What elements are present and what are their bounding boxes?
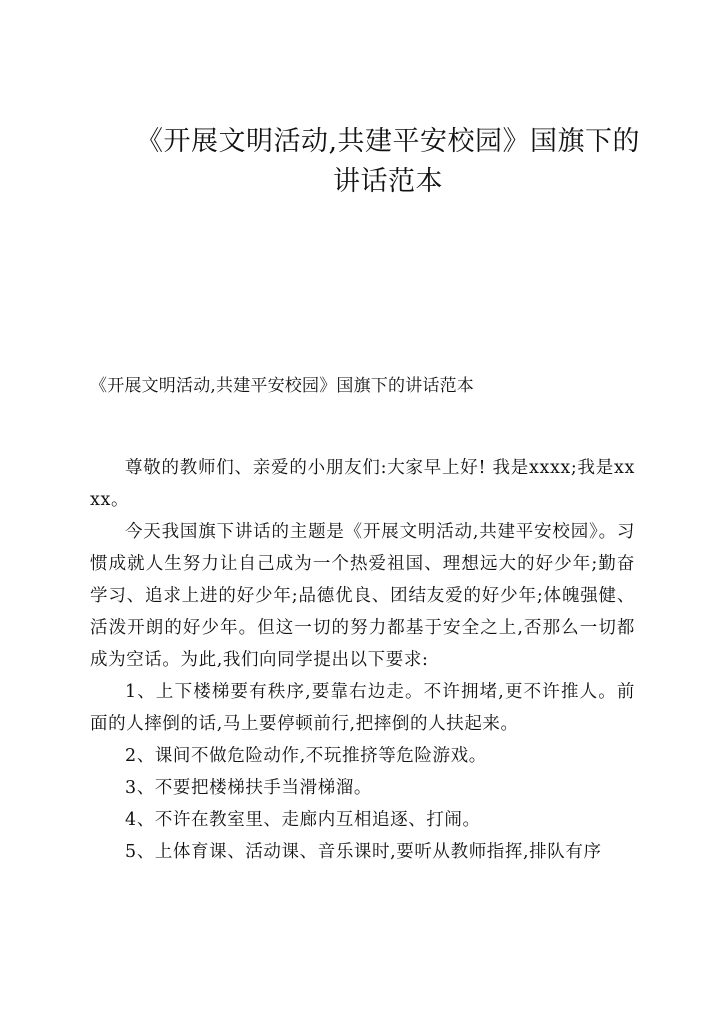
- paragraph-rule-1: 1、上下楼梯要有秩序,要靠右边走。不许拥堵,更不许推人。前面的人摔倒的话,马上要停顿前行,把摔倒的人扶起来。: [90, 682, 635, 734]
- paragraph-rule-5: 5、上体育课、活动课、音乐课时,要听从教师指挥,排队有序: [125, 842, 602, 862]
- paragraph-theme: 今天我国旗下讲话的主题是《开展文明活动,共建平安校园》。习惯成就人生努力让自己成为一个热爱祖国、理想远大的好少年;勤奋学习、追求上进的好少年;品德优良、团结友爱的好少年;体魄强健、活泼开朗的好少年。但这一切的努力都基于安全之上,否那么一切都成为空话。为此,我们向同学提出以下要求:: [90, 522, 635, 670]
- title-line-1: 《开展文明活动,共建平安校园》国旗下的: [135, 126, 641, 157]
- paragraph-rule-4: 4、不许在教室里、走廊内互相追逐、打闹。: [125, 810, 481, 830]
- document-title: [118, 122, 658, 202]
- paragraph-rule-2: 2、课间不做危险动作,不玩推挤等危险游戏。: [125, 746, 487, 766]
- document-subtitle: 《开展文明活动,共建平安校园》国旗下的讲话范本: [90, 376, 475, 396]
- document-body: [90, 452, 635, 868]
- title-line-2: 讲话范本: [333, 166, 443, 197]
- paragraph-greeting: 尊敬的教师们、亲爱的小朋友们:大家早上好! 我是xxxx;我是xxxx。: [90, 458, 635, 510]
- paragraph-rule-3: 3、不要把楼梯扶手当滑梯溜。: [125, 778, 373, 798]
